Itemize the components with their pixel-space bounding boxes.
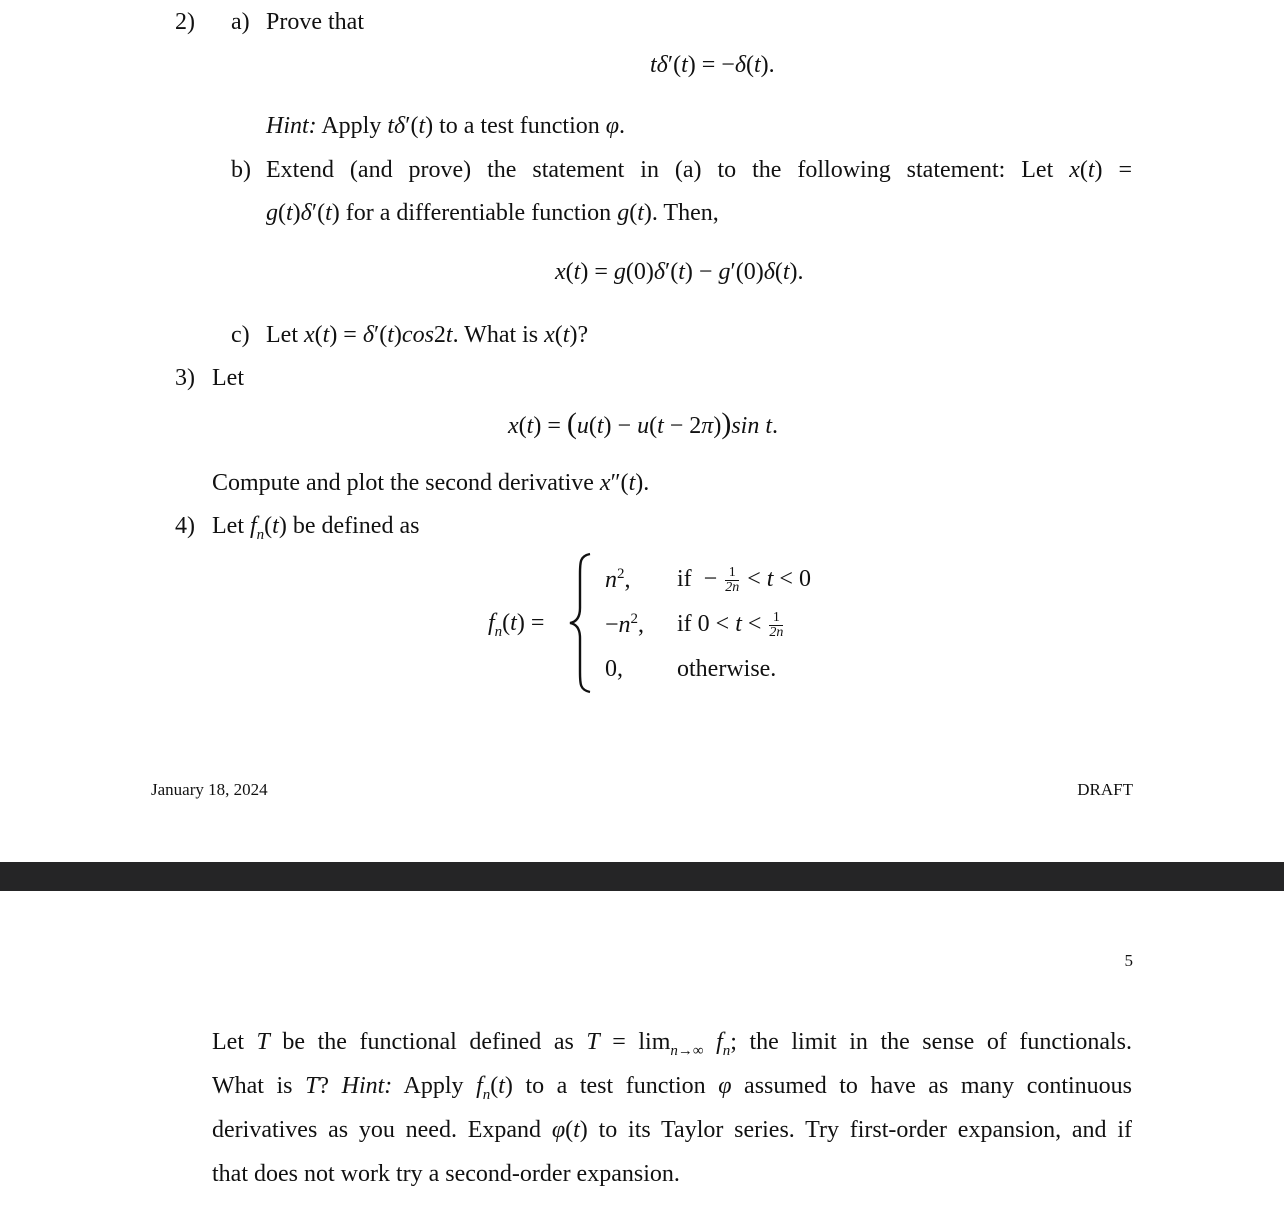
page-number: 5 bbox=[1124, 951, 1133, 970]
problem-2b-line2: g(t)δ′(t) for a differentiable function g(t). Then, bbox=[266, 200, 719, 226]
hint-label: Hint: bbox=[266, 113, 317, 139]
problem-2c-text: Let x(t) = δ′(t)cos2t. What is x(t)? bbox=[266, 322, 589, 348]
problem-2a-label: a) bbox=[231, 9, 250, 35]
paragraph-line-1: Let T be the functional defined as $T = \lim_{n\to\infty} f_n$; the limit in the sense of functionals. bbox=[212, 1029, 1133, 1059]
problem-3-intro: Let bbox=[212, 365, 244, 391]
paragraph-line-3: derivatives as you need. Expand φ(t) to its Taylor series. Try first-order expansion, and if bbox=[212, 1117, 1133, 1143]
equation-3: x(t) = (u(t) − u(t − 2π))sin t. bbox=[508, 407, 778, 440]
case-2-condition: if 0 < t < $\frac{1}{2n}$ bbox=[677, 610, 784, 640]
problem-2c-label: c) bbox=[231, 322, 250, 348]
problem-4-intro: Let $f_n(t)$ be defined as bbox=[212, 513, 420, 543]
problem-2a-intro: Prove that bbox=[266, 9, 364, 35]
equation-2a: tδ′(t) = −δ(t). bbox=[650, 52, 775, 78]
problem-2b-label: b) bbox=[231, 157, 251, 183]
case-3-condition: otherwise. bbox=[677, 656, 777, 682]
equation-2b: x(t) = g(0)δ′(t) − g′(0)δ(t). bbox=[555, 259, 804, 285]
case-3-value: 0, bbox=[605, 656, 623, 682]
page-separator bbox=[0, 862, 1284, 891]
footer-draft-label: DRAFT bbox=[1077, 780, 1133, 799]
left-brace-icon bbox=[566, 552, 596, 694]
case-2-value: $-n^2$, bbox=[605, 611, 645, 638]
case-1-value: $n^2$, bbox=[605, 566, 631, 593]
piecewise-lhs: $f_n(t)$ = bbox=[488, 610, 545, 640]
problem-2-number: 2) bbox=[175, 9, 195, 35]
paragraph-line-2: What is T? Hint: Apply $f_n(t)$ to a test function φ assumed to have as many continuous bbox=[212, 1073, 1133, 1103]
problem-3-number: 3) bbox=[175, 365, 195, 391]
paragraph-line-4: that does not work try a second-order expansion. bbox=[212, 1161, 680, 1187]
document-page-5 bbox=[0, 891, 1284, 1229]
problem-2b-line1: Extend (and prove) the statement in (a) to the following statement: Let x(t) = bbox=[266, 157, 1132, 183]
hint-2a: Hint: Apply tδ′(t) to a test function φ. bbox=[266, 113, 626, 139]
problem-3-task: Compute and plot the second derivative x″(t). bbox=[212, 470, 650, 496]
problem-4-number: 4) bbox=[175, 513, 195, 539]
footer-date: January 18, 2024 bbox=[151, 780, 268, 799]
case-1-condition: if − $\frac{1}{2n}$ < t < 0 bbox=[677, 565, 811, 595]
